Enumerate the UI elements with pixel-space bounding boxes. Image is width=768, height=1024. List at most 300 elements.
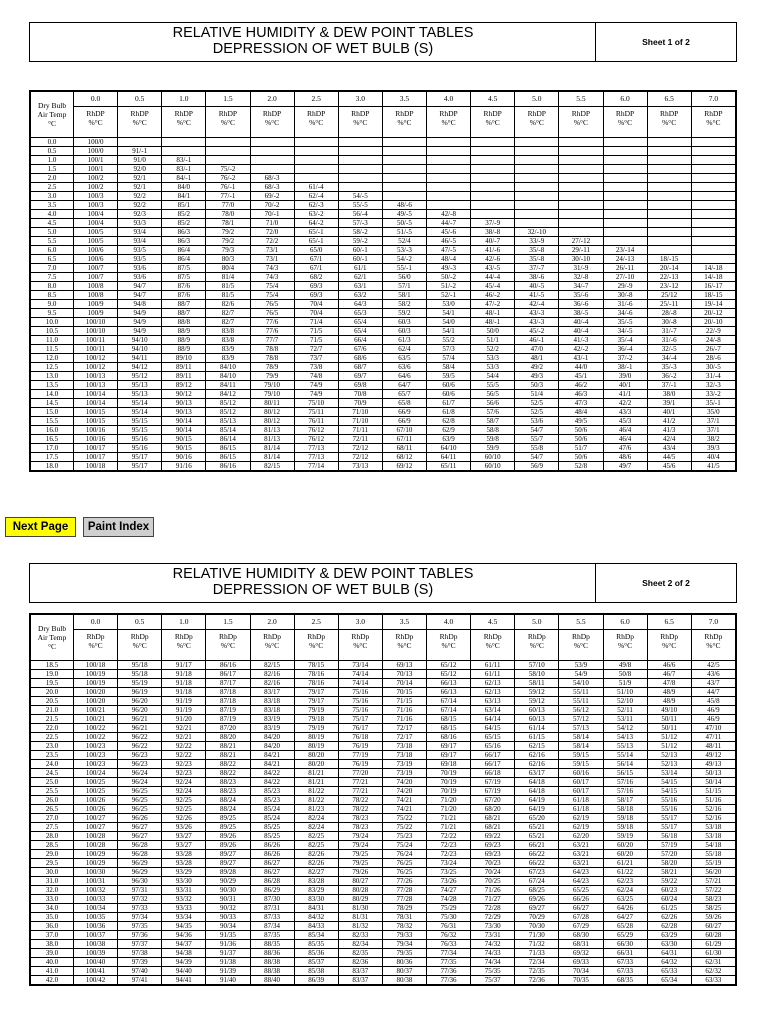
rhdp-cell: 66/17 bbox=[471, 751, 515, 760]
table-row bbox=[31, 435, 736, 444]
rhdp-cell: 90/15 bbox=[162, 444, 206, 453]
rhdp-cell: 71/15 bbox=[382, 697, 426, 706]
rhdp-cell: 48/9 bbox=[647, 697, 691, 706]
depression-header: 2.0 bbox=[250, 92, 294, 107]
dry-bulb-cell: 1.0 bbox=[31, 156, 74, 165]
dry-bulb-cell: 23.5 bbox=[31, 751, 74, 760]
rhdp-cell: 59/22 bbox=[647, 877, 691, 886]
rhdp-cell bbox=[294, 165, 338, 174]
rhdp-cell: 82/33 bbox=[338, 931, 382, 940]
rhdp-cell: 79/10 bbox=[250, 390, 294, 399]
rhdp-unit-header bbox=[162, 630, 206, 661]
rhdp-cell: 90/13 bbox=[162, 408, 206, 417]
rhdp-cell: 64/26 bbox=[603, 904, 647, 913]
rhdp-cell: 76/25 bbox=[382, 859, 426, 868]
table-row bbox=[31, 237, 736, 246]
rhdp-cell: 67/1 bbox=[294, 255, 338, 264]
rhdp-cell bbox=[559, 210, 603, 219]
rhdp-cell: 73/19 bbox=[382, 769, 426, 778]
rhdp-cell: 89/11 bbox=[162, 363, 206, 372]
rhdp-cell: 79/9 bbox=[250, 372, 294, 381]
rhdp-cell: 65/20 bbox=[515, 814, 559, 823]
rhdp-cell: 63/29 bbox=[647, 931, 691, 940]
rhdp-cell bbox=[603, 201, 647, 210]
rhdp-label: RhDP bbox=[395, 109, 414, 118]
table-row bbox=[31, 733, 736, 742]
rhdp-cell: 24/-13 bbox=[603, 255, 647, 264]
table-row bbox=[31, 913, 736, 922]
table-row bbox=[31, 327, 736, 336]
rhdp-cell: 100/18 bbox=[74, 661, 118, 670]
rhdp-cell: 58/7 bbox=[471, 417, 515, 426]
rhdp-cell: 73/1 bbox=[250, 255, 294, 264]
rhdp-cell: 80/28 bbox=[338, 886, 382, 895]
rhdp-cell: 60/13 bbox=[515, 706, 559, 715]
unit-label: %°C bbox=[617, 118, 633, 127]
dry-bulb-cell: 2.0 bbox=[31, 174, 74, 183]
rhdp-cell: 85/37 bbox=[294, 958, 338, 967]
rhdp-cell: 73/1 bbox=[250, 246, 294, 255]
paint-index-button[interactable]: Paint Index bbox=[83, 517, 154, 537]
rhdp-cell: 63/21 bbox=[559, 859, 603, 868]
rhdp-cell bbox=[427, 165, 471, 174]
rhdp-unit-header bbox=[603, 107, 647, 138]
rhdp-cell: 57/22 bbox=[691, 886, 735, 895]
rhdp-cell bbox=[515, 138, 559, 147]
rhdp-cell: 60/6 bbox=[427, 390, 471, 399]
rhdp-cell: 74/21 bbox=[382, 796, 426, 805]
table-row bbox=[31, 778, 736, 787]
rhdp-cell: 91/16 bbox=[162, 462, 206, 471]
rhdp-cell: 100/11 bbox=[74, 336, 118, 345]
rhdp-cell: 51/1 bbox=[471, 336, 515, 345]
rhdp-cell: 84/10 bbox=[206, 372, 250, 381]
rhdp-cell bbox=[206, 156, 250, 165]
rhdp-cell: 93/4 bbox=[118, 237, 162, 246]
rhdp-unit-header bbox=[691, 107, 735, 138]
rhdp-cell: 79/26 bbox=[338, 868, 382, 877]
rhdp-cell: 64/23 bbox=[559, 877, 603, 886]
rhdp-label: RhDP bbox=[174, 109, 193, 118]
rhdp-cell bbox=[691, 210, 735, 219]
rhdp-cell: 68/12 bbox=[382, 453, 426, 462]
rhdp-unit-header bbox=[427, 630, 471, 661]
rhdp-cell: 58/20 bbox=[647, 859, 691, 868]
rhdp-cell bbox=[427, 192, 471, 201]
rhdp-label: RhDp bbox=[571, 632, 590, 641]
rhdp-cell: 84/12 bbox=[206, 390, 250, 399]
rhdp-cell: 32/-8 bbox=[559, 273, 603, 282]
rhdp-cell: 67/24 bbox=[515, 877, 559, 886]
rhdp-cell: 95/16 bbox=[118, 444, 162, 453]
rhdp-cell: 88/23 bbox=[206, 778, 250, 787]
depression-header: 4.5 bbox=[471, 615, 515, 630]
rhdp-cell: 78/29 bbox=[382, 904, 426, 913]
rhdp-cell: 45/-6 bbox=[427, 228, 471, 237]
rhdp-cell: 79/35 bbox=[382, 949, 426, 958]
rhdp-cell: 83/-1 bbox=[162, 165, 206, 174]
rhdp-cell: 76/-1 bbox=[206, 183, 250, 192]
rhdp-cell: 76/18 bbox=[338, 733, 382, 742]
rhdp-cell: 55/-5 bbox=[338, 201, 382, 210]
sheet-2-title bbox=[30, 566, 616, 598]
rhdp-cell: 60/3 bbox=[382, 327, 426, 336]
rhdp-cell: 46/4 bbox=[603, 435, 647, 444]
rhdp-cell: 30/-8 bbox=[603, 291, 647, 300]
dry-bulb-cell: 30.0 bbox=[31, 868, 74, 877]
rhdp-cell: 75/35 bbox=[471, 967, 515, 976]
rhdp-cell: 77/28 bbox=[382, 895, 426, 904]
rhdp-cell: 100/5 bbox=[74, 228, 118, 237]
rhdp-cell: 90/34 bbox=[206, 922, 250, 931]
rhdp-cell bbox=[603, 228, 647, 237]
rhdp-cell: 57/12 bbox=[559, 715, 603, 724]
rhdp-cell: 83/9 bbox=[206, 354, 250, 363]
rhdp-cell: 69/27 bbox=[515, 904, 559, 913]
rhdp-cell: 43/7 bbox=[691, 679, 735, 688]
rhdp-unit-header bbox=[74, 630, 118, 661]
table-row bbox=[31, 282, 736, 291]
rhdp-cell: 95/12 bbox=[118, 372, 162, 381]
rhdp-cell bbox=[162, 147, 206, 156]
rhdp-cell: 88/21 bbox=[206, 751, 250, 760]
rhdp-cell: 81/21 bbox=[294, 769, 338, 778]
rhdp-cell: 55/18 bbox=[691, 850, 735, 859]
rhdp-cell: 51/10 bbox=[603, 688, 647, 697]
rhdp-cell: 30/-8 bbox=[647, 318, 691, 327]
rhdp-cell: 77/26 bbox=[382, 877, 426, 886]
rhdp-cell: 95/18 bbox=[118, 661, 162, 670]
rhdp-cell: 100/0 bbox=[74, 147, 118, 156]
rhdp-label: RhDP bbox=[615, 109, 635, 118]
rhdp-cell: 80/19 bbox=[294, 742, 338, 751]
rhdp-cell: 78/0 bbox=[206, 210, 250, 219]
rhdp-cell: 81/4 bbox=[206, 273, 250, 282]
rhdp-cell: 60/17 bbox=[559, 787, 603, 796]
rhdp-cell: 60/23 bbox=[647, 886, 691, 895]
rhdp-cell: 84/11 bbox=[206, 381, 250, 390]
table-row bbox=[31, 958, 736, 967]
rhdp-label: RhDp bbox=[395, 632, 414, 641]
rhdp-label: RhDp bbox=[439, 632, 458, 641]
table-row bbox=[31, 895, 736, 904]
rhdp-cell: 96/19 bbox=[118, 688, 162, 697]
rhdp-cell: 100/38 bbox=[74, 940, 118, 949]
rhdp-cell: 72/36 bbox=[515, 976, 559, 985]
rhdp-cell: 62/8 bbox=[427, 417, 471, 426]
rhdp-cell: 69/23 bbox=[471, 850, 515, 859]
rhdp-cell: 82/6 bbox=[206, 300, 250, 309]
rhdp-cell: 65/4 bbox=[338, 327, 382, 336]
rhdp-cell: 78/32 bbox=[382, 922, 426, 931]
rhdp-cell: 67/10 bbox=[382, 426, 426, 435]
rhdp-cell bbox=[427, 138, 471, 147]
unit-label: %°C bbox=[485, 118, 500, 127]
rhdp-cell bbox=[338, 147, 382, 156]
rhdp-cell: 65/16 bbox=[471, 742, 515, 751]
rhdp-cell: 65/4 bbox=[338, 318, 382, 327]
rhdp-cell: 54/7 bbox=[515, 426, 559, 435]
rhdp-cell: 14/-18 bbox=[691, 264, 735, 273]
rhdp-cell: 100/19 bbox=[74, 679, 118, 688]
rhdp-cell: 70/29 bbox=[515, 913, 559, 922]
table-row bbox=[31, 345, 736, 354]
dry-bulb-cell: 6.0 bbox=[31, 246, 74, 255]
rhdp-cell: 19/-14 bbox=[691, 300, 735, 309]
rhdp-cell bbox=[559, 156, 603, 165]
rhdp-cell: 84/20 bbox=[250, 742, 294, 751]
rhdp-cell: 100/7 bbox=[74, 264, 118, 273]
rhdp-cell: 63/13 bbox=[471, 697, 515, 706]
rhdp-label: RhDP bbox=[351, 109, 370, 118]
rhdp-cell: 85/25 bbox=[250, 832, 294, 841]
rhdp-cell: 92/3 bbox=[118, 210, 162, 219]
rhdp-cell: 68/20 bbox=[471, 805, 515, 814]
rhdp-cell: 91/18 bbox=[162, 679, 206, 688]
rhdp-cell: 66/26 bbox=[559, 895, 603, 904]
rhdp-cell bbox=[559, 174, 603, 183]
rhdp-cell bbox=[647, 201, 691, 210]
rhdp-cell: 77/36 bbox=[427, 967, 471, 976]
rhdp-cell: 90/14 bbox=[162, 426, 206, 435]
rhdp-cell: 29/-9 bbox=[603, 282, 647, 291]
rhdp-cell: 100/39 bbox=[74, 949, 118, 958]
dry-bulb-cell: 4.0 bbox=[31, 210, 74, 219]
rhdp-cell: 43/-3 bbox=[515, 318, 559, 327]
rhdp-cell: 52/8 bbox=[559, 462, 603, 471]
rhdp-cell: 61/30 bbox=[691, 949, 735, 958]
rhdp-cell: 66/4 bbox=[338, 336, 382, 345]
rhdp-cell: 82/16 bbox=[250, 670, 294, 679]
rhdp-cell: 57/3 bbox=[427, 345, 471, 354]
rhdp-cell: 87/6 bbox=[162, 291, 206, 300]
unit-label: %°C bbox=[706, 641, 721, 650]
rhdp-cell: 87/35 bbox=[250, 931, 294, 940]
rhdp-cell: 65/21 bbox=[515, 823, 559, 832]
rhdp-cell: 82/34 bbox=[338, 940, 382, 949]
rhdp-cell: 71/20 bbox=[427, 805, 471, 814]
rhdp-cell: 66/18 bbox=[471, 769, 515, 778]
rhdp-cell: 77/28 bbox=[382, 886, 426, 895]
rhdp-cell: 47/-2 bbox=[471, 300, 515, 309]
rhdp-cell: 43/-1 bbox=[559, 354, 603, 363]
rhdp-cell: 100/2 bbox=[74, 174, 118, 183]
rhdp-cell: 65/29 bbox=[603, 931, 647, 940]
rhdp-cell: 70/-2 bbox=[250, 201, 294, 210]
rhdp-cell: 92/1 bbox=[118, 183, 162, 192]
rhdp-cell: 65/15 bbox=[471, 733, 515, 742]
rhdp-cell: 55/8 bbox=[515, 444, 559, 453]
rhdp-cell: 96/27 bbox=[118, 823, 162, 832]
unit-label: %°C bbox=[353, 118, 368, 127]
rhdp-cell bbox=[603, 219, 647, 228]
rhdp-cell: 92/23 bbox=[162, 769, 206, 778]
rhdp-cell: 100/14 bbox=[74, 399, 118, 408]
rhdp-cell: 100/25 bbox=[74, 778, 118, 787]
rhdp-cell: 61/3 bbox=[382, 336, 426, 345]
rhdp-cell: 79/3 bbox=[206, 246, 250, 255]
rhdp-cell: 97/33 bbox=[118, 904, 162, 913]
rhdp-cell: 83/30 bbox=[294, 895, 338, 904]
rhdp-cell: 81/14 bbox=[250, 453, 294, 462]
dry-bulb-header-line: °C bbox=[47, 642, 56, 651]
title-line-2: DEPRESSION OF WET BULB (S) bbox=[212, 582, 434, 598]
rhdp-cell: 67/33 bbox=[603, 958, 647, 967]
rhdp-cell: 70/35 bbox=[559, 976, 603, 985]
rhdp-cell: 60/3 bbox=[382, 318, 426, 327]
sheet-1-header bbox=[29, 22, 737, 62]
rhdp-cell: 93/28 bbox=[162, 850, 206, 859]
rhdp-cell: 88/24 bbox=[206, 796, 250, 805]
rhdp-cell: 86/16 bbox=[206, 661, 250, 670]
rhdp-cell bbox=[471, 210, 515, 219]
rhdp-cell: 66/22 bbox=[515, 859, 559, 868]
rhdp-cell: 58/11 bbox=[515, 679, 559, 688]
unit-label: %°C bbox=[573, 118, 589, 127]
rhdp-cell: 70/14 bbox=[382, 679, 426, 688]
rhdp-cell: 55/16 bbox=[647, 805, 691, 814]
rhdp-cell: 57/19 bbox=[647, 841, 691, 850]
rhdp-cell: 82/25 bbox=[294, 832, 338, 841]
rhdp-cell: 61/29 bbox=[691, 940, 735, 949]
rhdp-cell: 78/9 bbox=[250, 363, 294, 372]
dry-bulb-cell: 35.0 bbox=[31, 913, 74, 922]
table-row bbox=[31, 183, 736, 192]
dry-bulb-cell: 31.0 bbox=[31, 877, 74, 886]
rhdp-cell: 100/21 bbox=[74, 715, 118, 724]
rhdp-cell: 62/20 bbox=[559, 832, 603, 841]
rhdp-cell: 63/-2 bbox=[294, 210, 338, 219]
next-page-button[interactable]: Next Page bbox=[5, 517, 76, 537]
rhdp-cell bbox=[338, 156, 382, 165]
rhdp-cell: 83/37 bbox=[338, 976, 382, 985]
table-row bbox=[31, 138, 736, 147]
rhdp-cell: 71/16 bbox=[382, 706, 426, 715]
rhdp-cell: 88/24 bbox=[206, 805, 250, 814]
rhdp-cell: 71/21 bbox=[427, 823, 471, 832]
dry-bulb-cell: 6.5 bbox=[31, 255, 74, 264]
rhdp-cell: 82/27 bbox=[294, 868, 338, 877]
rhdp-cell: 93/31 bbox=[162, 886, 206, 895]
rhdp-cell: 45/8 bbox=[691, 697, 735, 706]
table-row bbox=[31, 877, 736, 886]
dry-bulb-cell: 10.5 bbox=[31, 327, 74, 336]
rhdp-cell: 41/3 bbox=[647, 426, 691, 435]
rhdp-cell: 79/17 bbox=[294, 688, 338, 697]
rhdp-cell: 91/38 bbox=[206, 958, 250, 967]
dry-bulb-cell: 5.0 bbox=[31, 228, 74, 237]
rhdp-cell bbox=[162, 138, 206, 147]
rhdp-cell: 90/30 bbox=[206, 886, 250, 895]
rhdp-label: RhDP bbox=[483, 109, 502, 118]
rhdp-cell: 64/18 bbox=[515, 787, 559, 796]
rhdp-cell: 23/-14 bbox=[603, 246, 647, 255]
dry-bulb-cell: 15.0 bbox=[31, 408, 74, 417]
rhdp-cell: 96/23 bbox=[118, 751, 162, 760]
rhdp-cell: 40/-4 bbox=[559, 327, 603, 336]
rhdp-cell: 38/-1 bbox=[603, 363, 647, 372]
rhdp-cell: 96/25 bbox=[118, 796, 162, 805]
rhdp-cell: 94/40 bbox=[162, 967, 206, 976]
rhdp-cell: 64/3 bbox=[338, 300, 382, 309]
rhdp-cell: 49/3 bbox=[515, 372, 559, 381]
rhdp-cell: 50/14 bbox=[691, 778, 735, 787]
rhdp-cell: 71/32 bbox=[515, 940, 559, 949]
rhdp-cell: 100/17 bbox=[74, 444, 118, 453]
rhdp-cell: 79/18 bbox=[294, 715, 338, 724]
rhdp-label: RhDp bbox=[616, 632, 635, 641]
rhdp-cell: 90/13 bbox=[162, 399, 206, 408]
rhdp-cell bbox=[647, 183, 691, 192]
rhdp-cell: 51/4 bbox=[515, 390, 559, 399]
rhdp-cell: 36/-6 bbox=[559, 300, 603, 309]
rhdp-cell: 100/0 bbox=[74, 138, 118, 147]
rhdp-cell: 100/3 bbox=[74, 192, 118, 201]
rhdp-cell: 85/13 bbox=[206, 417, 250, 426]
rhdp-cell: 94/8 bbox=[118, 300, 162, 309]
rhdp-cell: 61/11 bbox=[471, 670, 515, 679]
rhdp-cell: 56/20 bbox=[691, 868, 735, 877]
rhdp-cell: 91/37 bbox=[206, 949, 250, 958]
rhdp-cell: 88/7 bbox=[162, 300, 206, 309]
rhdp-unit-header bbox=[294, 630, 338, 661]
dry-bulb-cell: 22.0 bbox=[31, 724, 74, 733]
rhdp-cell: 70/25 bbox=[471, 877, 515, 886]
dry-bulb-header-line: °C bbox=[47, 119, 56, 128]
rhdp-cell: 92/2 bbox=[118, 201, 162, 210]
rhdp-cell: 94/10 bbox=[118, 345, 162, 354]
rhdp-cell: 77/13 bbox=[294, 453, 338, 462]
rhdp-cell: 58/21 bbox=[647, 868, 691, 877]
rhdp-cell: 47/3 bbox=[559, 399, 603, 408]
rhdp-cell: 91/19 bbox=[162, 706, 206, 715]
rhdp-unit-header bbox=[559, 630, 603, 661]
rhdp-cell: 35/-4 bbox=[603, 336, 647, 345]
unit-label: %°C bbox=[573, 641, 589, 650]
rhdp-label: RhDP bbox=[307, 109, 326, 118]
rhdp-cell: 73/14 bbox=[338, 661, 382, 670]
rhdp-cell: 83/-1 bbox=[162, 156, 206, 165]
rhdp-cell: 67/14 bbox=[427, 697, 471, 706]
rhdp-cell: 97/40 bbox=[118, 967, 162, 976]
rhdp-cell: 60/6 bbox=[427, 381, 471, 390]
rhdp-cell: 78/15 bbox=[294, 661, 338, 670]
rhdp-cell: 92/24 bbox=[162, 778, 206, 787]
rhdp-cell bbox=[294, 138, 338, 147]
rhdp-cell: 75/-2 bbox=[206, 165, 250, 174]
rhdp-unit-header bbox=[118, 107, 162, 138]
rhdp-cell: 96/21 bbox=[118, 715, 162, 724]
dry-bulb-cell: 8.5 bbox=[31, 291, 74, 300]
rhdp-cell: 76/32 bbox=[427, 931, 471, 940]
rhdp-cell: 71/0 bbox=[250, 219, 294, 228]
unit-label: %°C bbox=[264, 118, 280, 127]
rhdp-cell: 43/3 bbox=[603, 408, 647, 417]
rhdp-cell: 71/5 bbox=[294, 336, 338, 345]
rhdp-cell: 91/39 bbox=[206, 967, 250, 976]
rhdp-cell: 100/13 bbox=[74, 372, 118, 381]
rhdp-unit-header bbox=[382, 630, 426, 661]
dry-bulb-cell: 32.0 bbox=[31, 886, 74, 895]
rhdp-cell: 49/7 bbox=[603, 462, 647, 471]
rhdp-cell: 76/33 bbox=[427, 940, 471, 949]
sheet-number: Sheet 1 of 2 bbox=[595, 23, 736, 61]
rhdp-cell: 57/6 bbox=[471, 408, 515, 417]
rhdp-cell: 97/37 bbox=[118, 940, 162, 949]
rhdp-cell: 92/0 bbox=[118, 165, 162, 174]
rhdp-cell: 62/28 bbox=[647, 922, 691, 931]
rhdp-cell: 87/34 bbox=[250, 922, 294, 931]
